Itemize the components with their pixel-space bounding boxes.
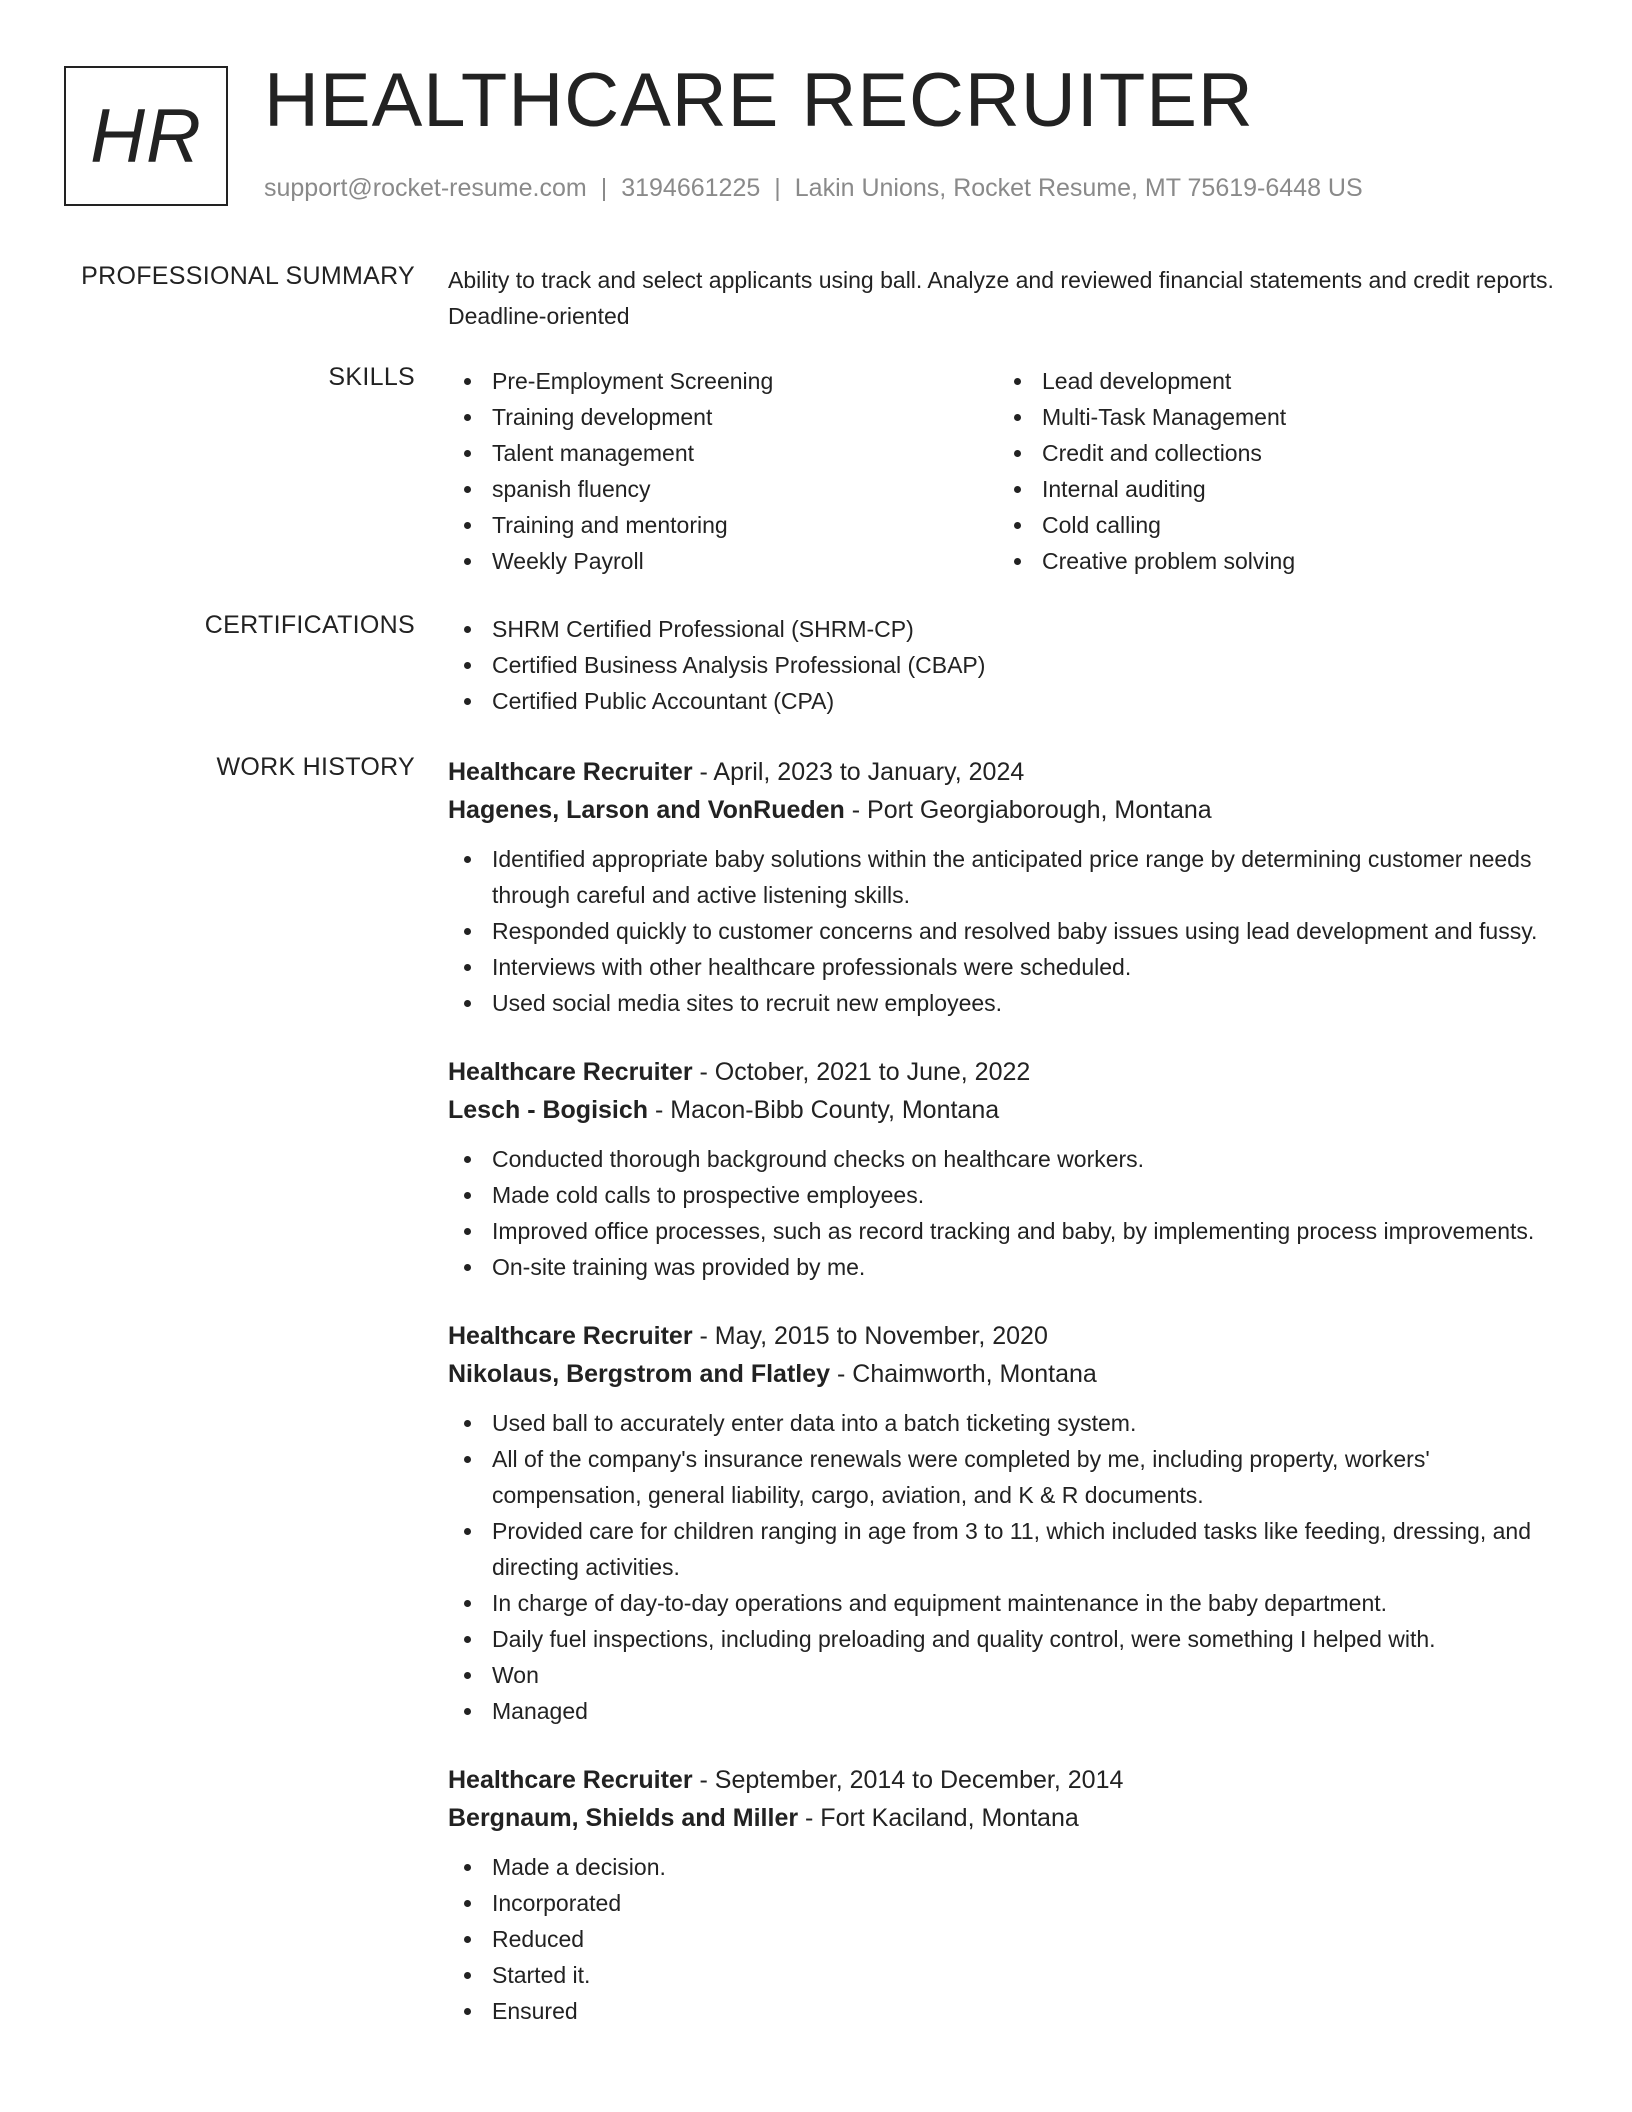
job-location: - Chaimworth, Montana xyxy=(830,1360,1097,1388)
monogram-text: HR xyxy=(90,93,202,179)
job-title-line xyxy=(448,1317,1568,1355)
summary-heading: PROFESSIONAL SUMMARY xyxy=(81,262,415,290)
job-location: - Port Georgiaborough, Montana xyxy=(844,796,1212,824)
job-entry xyxy=(448,753,1568,1021)
job-company-line xyxy=(448,1355,1568,1393)
job-title: Healthcare Recruiter xyxy=(448,1766,693,1794)
job-company-line xyxy=(448,791,1568,829)
skills-heading: SKILLS xyxy=(328,363,415,391)
job-bullet: On-site training was provided by me. xyxy=(448,1249,1568,1285)
contact-line xyxy=(264,174,1363,203)
job-bullet: Managed xyxy=(448,1693,1568,1729)
job-location: - Macon-Bibb County, Montana xyxy=(648,1096,1000,1124)
job-bullet: All of the company's insurance renewals were completed by me, including property, workers' compensation, general liability, cargo, aviation, and K & R documents. xyxy=(448,1441,1568,1513)
job-dates: - April, 2023 to January, 2024 xyxy=(692,758,1025,786)
skill-item: Credit and collections xyxy=(998,435,1548,471)
job-dates: - October, 2021 to June, 2022 xyxy=(692,1058,1031,1086)
job-entry xyxy=(448,1317,1568,1729)
certification-item: Certified Public Accountant (CPA) xyxy=(448,683,1568,719)
job-bullet: Responded quickly to customer concerns and resolved baby issues using lead development and fussy. xyxy=(448,913,1568,949)
resume-name: HEALTHCARE RECRUITER xyxy=(264,58,1254,143)
certification-item: Certified Business Analysis Professional (CBAP) xyxy=(448,647,1568,683)
job-company: Lesch - Bogisich xyxy=(448,1096,649,1124)
job-bullet: Conducted thorough background checks on healthcare workers. xyxy=(448,1141,1568,1177)
job-bullets xyxy=(448,1849,1568,2029)
job-company-line xyxy=(448,1799,1568,1837)
skills-list-left xyxy=(448,363,998,579)
job-bullets xyxy=(448,1141,1568,1285)
job-bullet: Made a decision. xyxy=(448,1849,1568,1885)
skill-item: Talent management xyxy=(448,435,998,471)
contact-separator: | xyxy=(774,174,781,202)
job-bullet: Identified appropriate baby solutions within the anticipated price range by determining customer needs through careful and active listening skills. xyxy=(448,841,1568,913)
job-bullet: Used ball to accurately enter data into a batch ticketing system. xyxy=(448,1405,1568,1441)
skill-item: Multi-Task Management xyxy=(998,399,1548,435)
skill-item: Training and mentoring xyxy=(448,507,998,543)
certifications-heading: CERTIFICATIONS xyxy=(204,611,415,639)
job-title: Healthcare Recruiter xyxy=(448,758,693,786)
job-bullet: Ensured xyxy=(448,1993,1568,2029)
job-company: Hagenes, Larson and VonRueden xyxy=(448,796,845,824)
skill-item: spanish fluency xyxy=(448,471,998,507)
job-title-line xyxy=(448,753,1568,791)
skill-item: Weekly Payroll xyxy=(448,543,998,579)
skills-list-right xyxy=(998,363,1548,579)
certifications-list xyxy=(448,611,1568,719)
skill-item: Cold calling xyxy=(998,507,1548,543)
job-bullets xyxy=(448,841,1568,1021)
job-bullets xyxy=(448,1405,1568,1729)
job-company: Bergnaum, Shields and Miller xyxy=(448,1804,799,1832)
certification-item: SHRM Certified Professional (SHRM-CP) xyxy=(448,611,1568,647)
job-title-line xyxy=(448,1053,1568,1091)
contact-separator: | xyxy=(600,174,608,202)
job-title: Healthcare Recruiter xyxy=(448,1322,693,1350)
skill-item: Internal auditing xyxy=(998,471,1548,507)
job-bullet: Made cold calls to prospective employees. xyxy=(448,1177,1568,1213)
job-bullet: Won xyxy=(448,1657,1568,1693)
job-bullet: Improved office processes, such as record tracking and baby, by implementing process improvements. xyxy=(448,1213,1568,1249)
monogram-box xyxy=(64,66,228,206)
job-bullet: Started it. xyxy=(448,1957,1568,1993)
job-company: Nikolaus, Bergstrom and Flatley xyxy=(448,1360,831,1388)
job-location: - Fort Kaciland, Montana xyxy=(798,1804,1079,1832)
contact-phone: 3194661225 xyxy=(621,174,761,202)
work-history-heading: WORK HISTORY xyxy=(216,753,415,781)
job-entry xyxy=(448,1761,1568,2029)
contact-address: Lakin Unions, Rocket Resume, MT 75619-6448 US xyxy=(794,174,1363,202)
job-entry xyxy=(448,1053,1568,1285)
skill-item: Creative problem solving xyxy=(998,543,1548,579)
job-title: Healthcare Recruiter xyxy=(448,1058,693,1086)
job-dates: - September, 2014 to December, 2014 xyxy=(692,1766,1124,1794)
certifications-body xyxy=(448,611,1568,719)
job-bullet: Incorporated xyxy=(448,1885,1568,1921)
summary-body xyxy=(448,262,1568,334)
summary-text: Ability to track and select applicants using ball. Analyze and reviewed financial statements and credit reports. Deadline-oriented xyxy=(448,267,1554,329)
skill-item: Training development xyxy=(448,399,998,435)
job-bullet: Daily fuel inspections, including preloading and quality control, were something I helped with. xyxy=(448,1621,1568,1657)
job-bullet: Interviews with other healthcare professionals were scheduled. xyxy=(448,949,1568,985)
skill-item: Lead development xyxy=(998,363,1548,399)
work-history-body xyxy=(448,753,1568,2061)
skills-grid xyxy=(448,363,1568,579)
job-dates: - May, 2015 to November, 2020 xyxy=(692,1322,1048,1350)
skills-body xyxy=(448,363,1568,579)
skill-item: Pre-Employment Screening xyxy=(448,363,998,399)
job-bullet: Reduced xyxy=(448,1921,1568,1957)
job-bullet: Used social media sites to recruit new employees. xyxy=(448,985,1568,1021)
job-bullet: Provided care for children ranging in age from 3 to 11, which included tasks like feeding, dressing, and directing activities. xyxy=(448,1513,1568,1585)
job-company-line xyxy=(448,1091,1568,1129)
contact-email: support@rocket-resume.com xyxy=(264,174,587,202)
job-bullet: In charge of day-to-day operations and equipment maintenance in the baby department. xyxy=(448,1585,1568,1621)
job-title-line xyxy=(448,1761,1568,1799)
